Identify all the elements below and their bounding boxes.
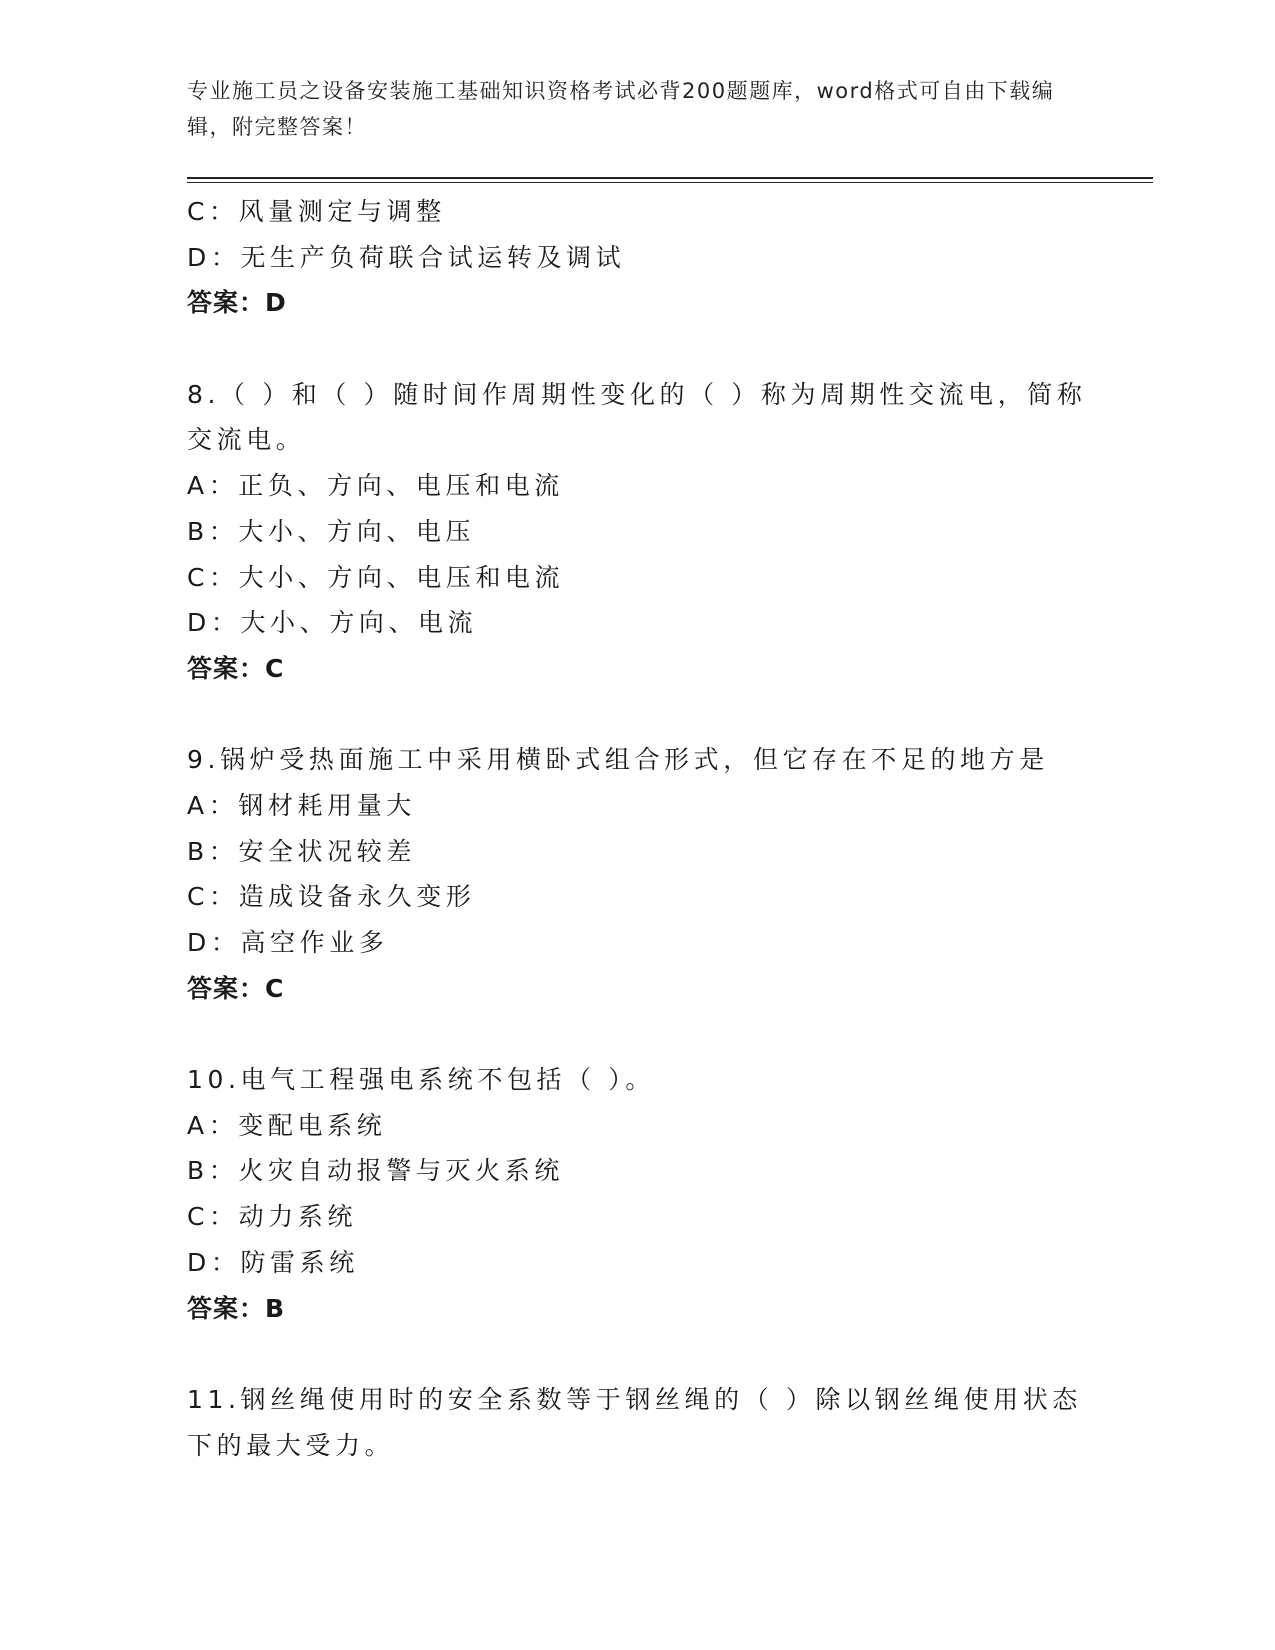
spacer: [187, 326, 1087, 372]
answer-line: 答案：C: [187, 653, 285, 683]
header-rule-thin: [187, 182, 1153, 183]
option-c: C：造成设备永久变形: [187, 882, 476, 912]
answer-line: 答案：D: [187, 288, 287, 318]
spacer: [187, 1331, 1087, 1377]
option-b: B：大小、方向、电压: [187, 516, 476, 546]
option-d: D：高空作业多: [187, 928, 389, 957]
question-9: [187, 737, 1087, 1011]
question-stem-line: 交流电。: [187, 425, 306, 455]
question-list: [187, 189, 1087, 1468]
spacer: [187, 692, 1087, 738]
option-c: C：风量测定与调整: [187, 197, 446, 226]
question-10: [187, 1057, 1087, 1331]
question-stem-line: 10.电气工程强电系统不包括（ ）。: [187, 1065, 656, 1095]
answer-line: 答案：B: [187, 1293, 286, 1323]
question-stem-line: 9.锅炉受热面施工中采用横卧式组合形式，但它存在不足的地方是: [187, 745, 1049, 775]
question-8: [187, 372, 1087, 692]
option-d: D：防雷系统: [187, 1247, 359, 1277]
option-a: A：正负、方向、电压和电流: [187, 471, 564, 501]
question-stem-line: 11.钢丝绳使用时的安全系数等于钢丝绳的（ ）除以钢丝绳使用状态: [187, 1384, 1082, 1414]
option-c: C：大小、方向、电压和电流: [187, 562, 565, 592]
option-b: B：安全状况较差: [187, 836, 416, 866]
option-b: B：火灾自动报警与灭火系统: [187, 1156, 564, 1186]
page-header: 专业施工员之设备安装施工基础知识资格考试必背200题题库，word格式可自由下载编辑，附完整答案！: [187, 79, 1055, 139]
option-d: D：大小、方向、电流: [187, 608, 478, 638]
option-c: C：动力系统: [187, 1202, 358, 1232]
option-d: D：无生产负荷联合试运转及调试: [187, 242, 626, 272]
question-stem-line: 下的最大受力。: [187, 1430, 395, 1460]
option-a: A：钢材耗用量大: [187, 790, 416, 820]
question-11: [187, 1377, 1087, 1468]
question-stem-line: 8.（ ）和（ ）随时间作周期性变化的（ ）称为周期性交流电，简称: [187, 379, 1087, 409]
header-rule-thick: [187, 177, 1153, 179]
option-a: A：变配电系统: [187, 1110, 387, 1140]
spacer: [187, 1011, 1087, 1057]
answer-line: 答案：C: [187, 973, 285, 1003]
question-7-continuation: [187, 189, 1087, 326]
